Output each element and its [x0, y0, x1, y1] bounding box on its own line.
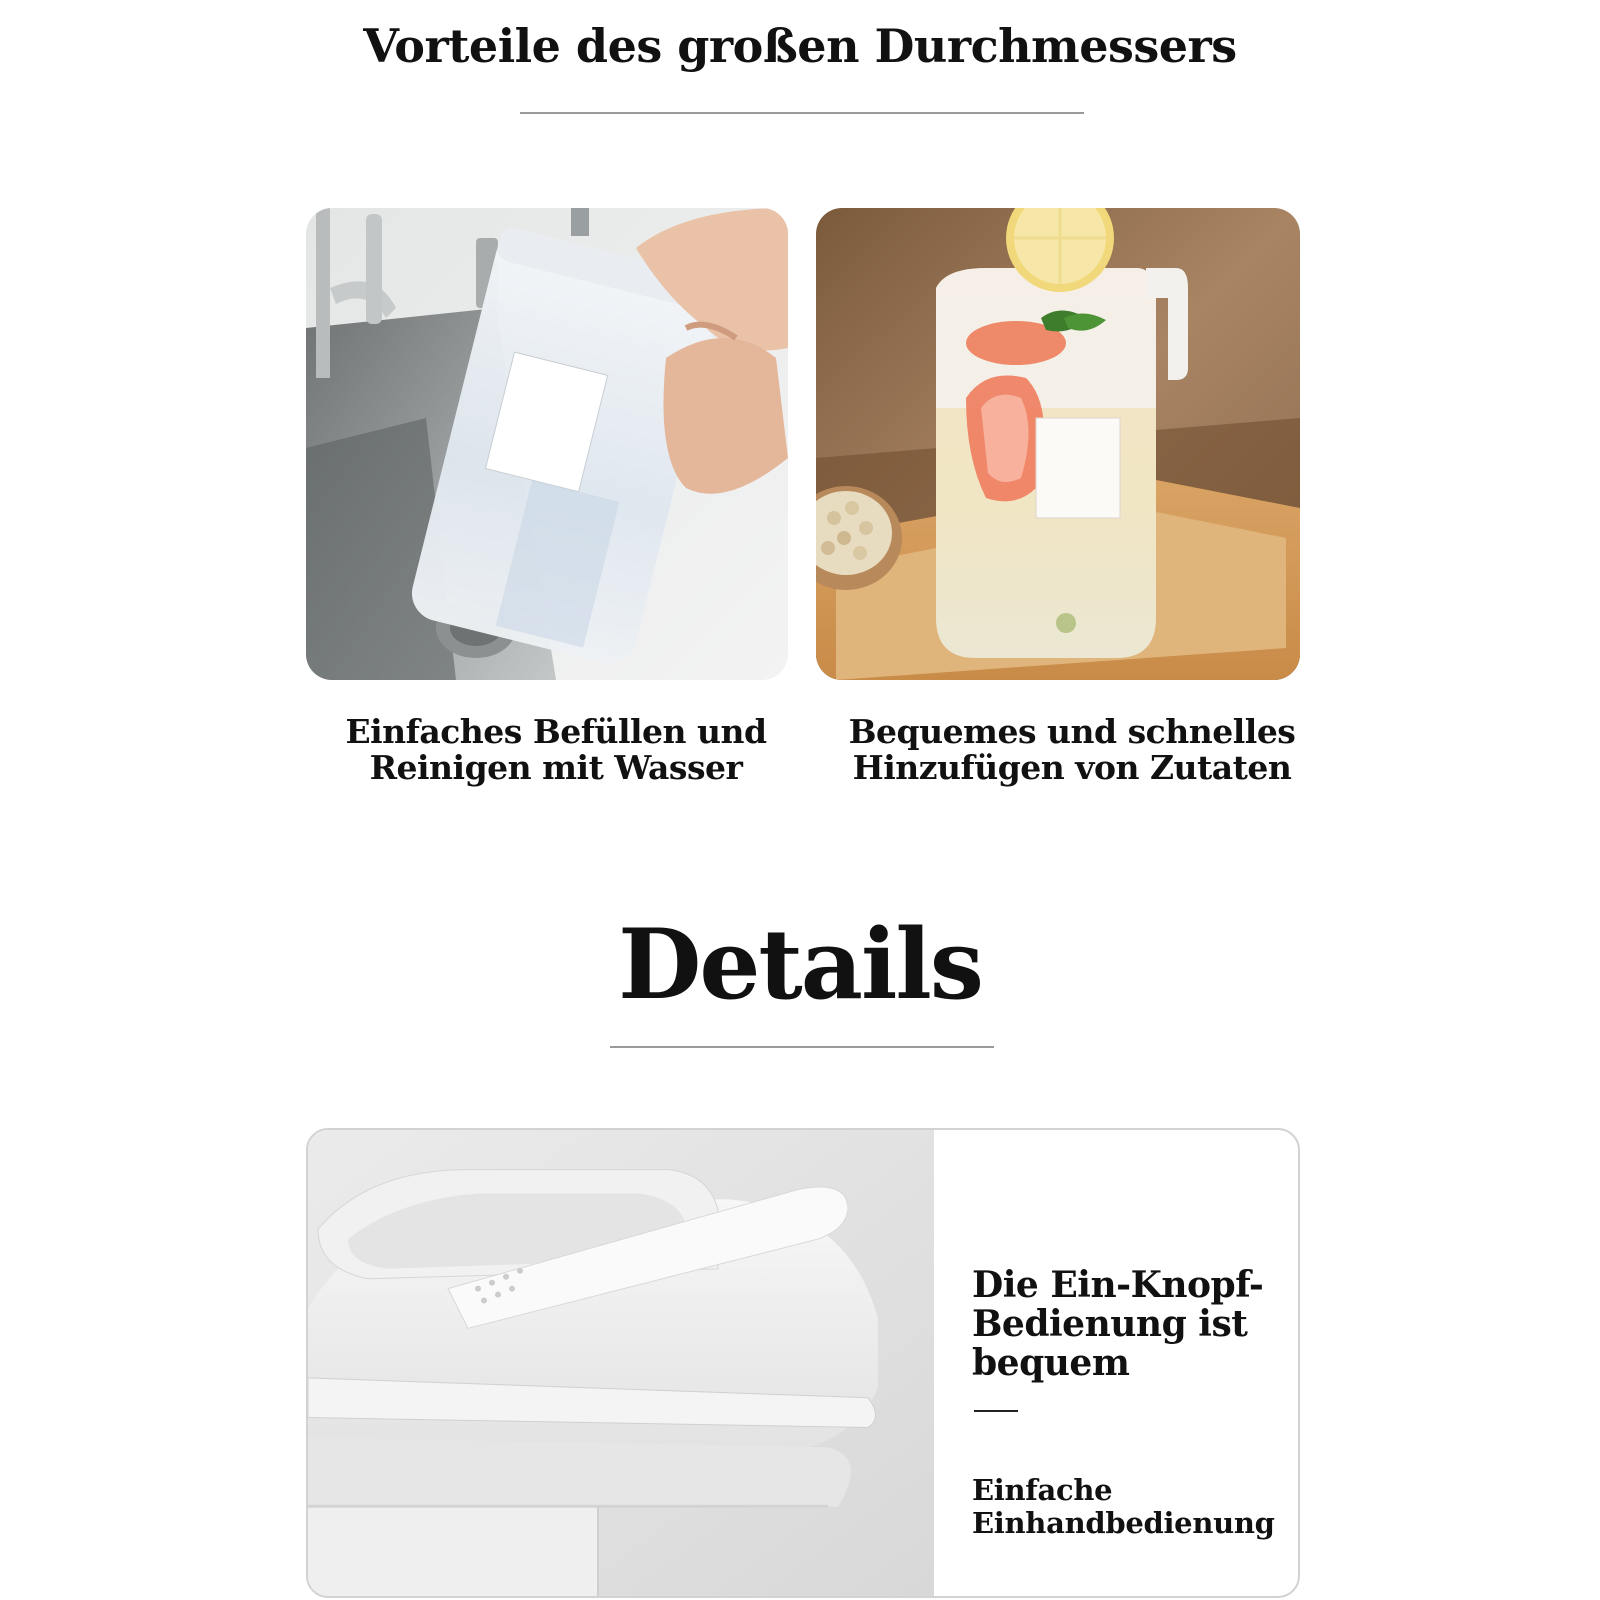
detail-card — [306, 1128, 1300, 1598]
caption-adding-ingredients: Bequemes und schnelles Hinzufügen von Zutaten — [848, 712, 1296, 787]
details-underline — [610, 1046, 994, 1048]
photo-pitcher-with-fruit — [816, 208, 1300, 680]
feature-title: Die Ein-Knopf-Bedienung ist bequem — [972, 1264, 1264, 1384]
feature-divider — [974, 1410, 1018, 1412]
section-title-advantages: Vorteile des großen Durchmessers — [363, 19, 1237, 73]
feature-subtitle: Einfache Einhandbedienung — [972, 1473, 1275, 1540]
caption-easy-filling: Einfaches Befüllen und Reinigen mit Wasser — [345, 712, 767, 787]
photo-lid-button-closeup — [308, 1130, 934, 1596]
title-underline — [520, 112, 1084, 114]
section-title-details: Details — [618, 908, 982, 1021]
photo-pitcher-in-sink — [306, 208, 788, 680]
